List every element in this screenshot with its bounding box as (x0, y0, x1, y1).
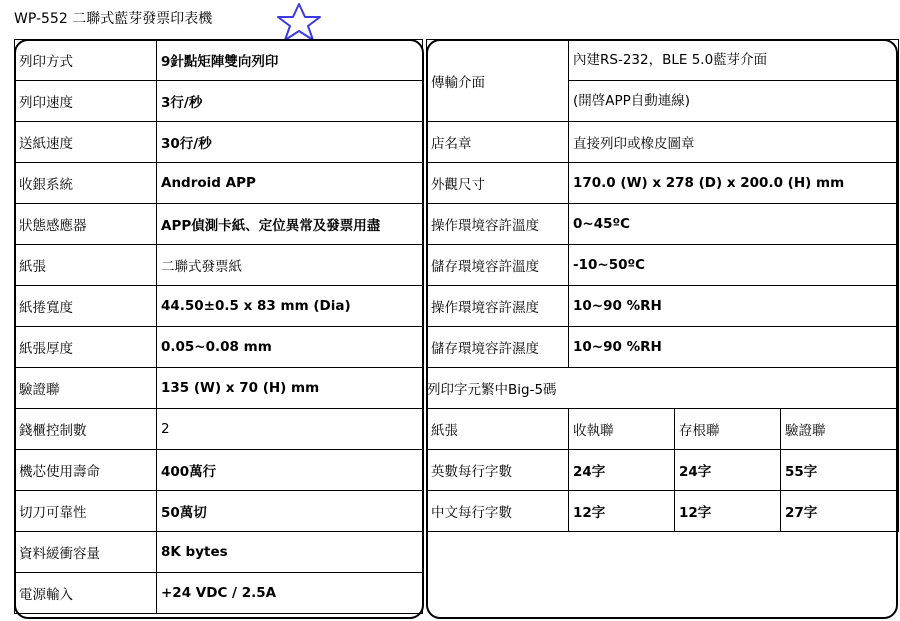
table-cell: 24字 (569, 450, 675, 491)
table-header-cell: 紙張 (427, 409, 569, 450)
table-row (15, 491, 423, 532)
spec-value: 10~90 %RH (569, 286, 899, 327)
table-header-cell: 存根聯 (675, 409, 781, 450)
spec-label: 列印速度 (15, 81, 157, 122)
spec-label: 驗證聯 (15, 368, 157, 409)
spec-value: 30行/秒 (157, 122, 423, 163)
interface-line-1: 內建RS-232，BLE 5.0藍芽介面 (573, 52, 768, 68)
spec-value: 10~90 %RH (569, 327, 899, 368)
spec-value: -10~50ºC (569, 245, 899, 286)
spec-label: 錢櫃控制數 (15, 409, 157, 450)
right-spec-table (426, 39, 899, 532)
spec-value: 400萬行 (157, 450, 423, 491)
spec-value (569, 81, 899, 122)
row-label: 中文每行字數 (427, 491, 569, 532)
table-row (15, 327, 423, 368)
table-row (15, 163, 423, 204)
spec-value: 二聯式發票紙 (157, 245, 423, 286)
table-row (427, 286, 899, 327)
spec-label: 紙張厚度 (15, 327, 157, 368)
spec-label: 狀態感應器 (15, 204, 157, 245)
table-header-row (427, 409, 899, 450)
left-spec-table (14, 39, 423, 614)
spec-label: 店名章 (427, 122, 569, 163)
table-cell: 24字 (675, 450, 781, 491)
spec-value: +24 VDC / 2.5A (157, 573, 423, 614)
table-row (15, 409, 423, 450)
spec-value: 0.05~0.08 mm (157, 327, 423, 368)
table-header-cell: 收執聯 (569, 409, 675, 450)
spec-label: 資料緩衝容量 (15, 532, 157, 573)
spec-label: 送紙速度 (15, 122, 157, 163)
spec-label: 電源輸入 (15, 573, 157, 614)
spec-label: 儲存環境容許溫度 (427, 245, 569, 286)
spec-label: 外觀尺寸 (427, 163, 569, 204)
spec-label: 列印方式 (15, 40, 157, 81)
spec-value: 2 (157, 409, 423, 450)
spec-value: 0~45ºC (569, 204, 899, 245)
interface-line-2: (開啓APP自動連線) (573, 93, 691, 109)
table-row (427, 204, 899, 245)
spec-label: 收銀系統 (15, 163, 157, 204)
table-row (15, 573, 423, 614)
table-row (15, 245, 423, 286)
table-row (427, 40, 899, 81)
table-cell: 12字 (569, 491, 675, 532)
spec-value: 170.0 (W) x 278 (D) x 200.0 (H) mm (569, 163, 899, 204)
table-row (15, 450, 423, 491)
table-row (427, 245, 899, 286)
table-row (427, 368, 899, 409)
spec-label: 傳輸介面 (427, 40, 569, 122)
spec-value: 50萬切 (157, 491, 423, 532)
spec-label: 切刀可靠性 (15, 491, 157, 532)
spec-label: 紙張 (15, 245, 157, 286)
spec-label: 操作環境容許溫度 (427, 204, 569, 245)
spec-label: 操作環境容許濕度 (427, 286, 569, 327)
page-title: WP-552 二聯式藍芽發票印表機 (14, 11, 213, 27)
star-outline-icon (270, 2, 328, 42)
spec-value (569, 40, 899, 81)
spec-label: 機芯使用壽命 (15, 450, 157, 491)
table-cell: 12字 (675, 491, 781, 532)
spec-value: Android APP (157, 163, 423, 204)
spec-value: 135 (W) x 70 (H) mm (157, 368, 423, 409)
table-row (15, 122, 423, 163)
charset-note: 列印字元繁中Big-5碼 (427, 368, 899, 409)
table-header-cell: 驗證聯 (781, 409, 899, 450)
table-row (427, 491, 899, 532)
table-row (15, 368, 423, 409)
table-row (427, 327, 899, 368)
table-row (15, 204, 423, 245)
spec-label: 紙捲寬度 (15, 286, 157, 327)
table-row (427, 163, 899, 204)
table-row (427, 122, 899, 163)
spec-value: 44.50±0.5 x 83 mm (Dia) (157, 286, 423, 327)
spec-value: 直接列印或橡皮圖章 (569, 122, 899, 163)
row-label: 英數每行字數 (427, 450, 569, 491)
table-row (427, 450, 899, 491)
table-cell: 27字 (781, 491, 899, 532)
spec-label: 儲存環境容許濕度 (427, 327, 569, 368)
spec-value: APP偵測卡紙、定位異常及發票用盡 (157, 204, 423, 245)
table-row (15, 532, 423, 573)
spec-value: 9針點矩陣雙向列印 (157, 40, 423, 81)
spec-value: 3行/秒 (157, 81, 423, 122)
table-row (15, 286, 423, 327)
spec-value: 8K bytes (157, 532, 423, 573)
table-cell: 55字 (781, 450, 899, 491)
table-row (15, 81, 423, 122)
table-row (15, 40, 423, 81)
